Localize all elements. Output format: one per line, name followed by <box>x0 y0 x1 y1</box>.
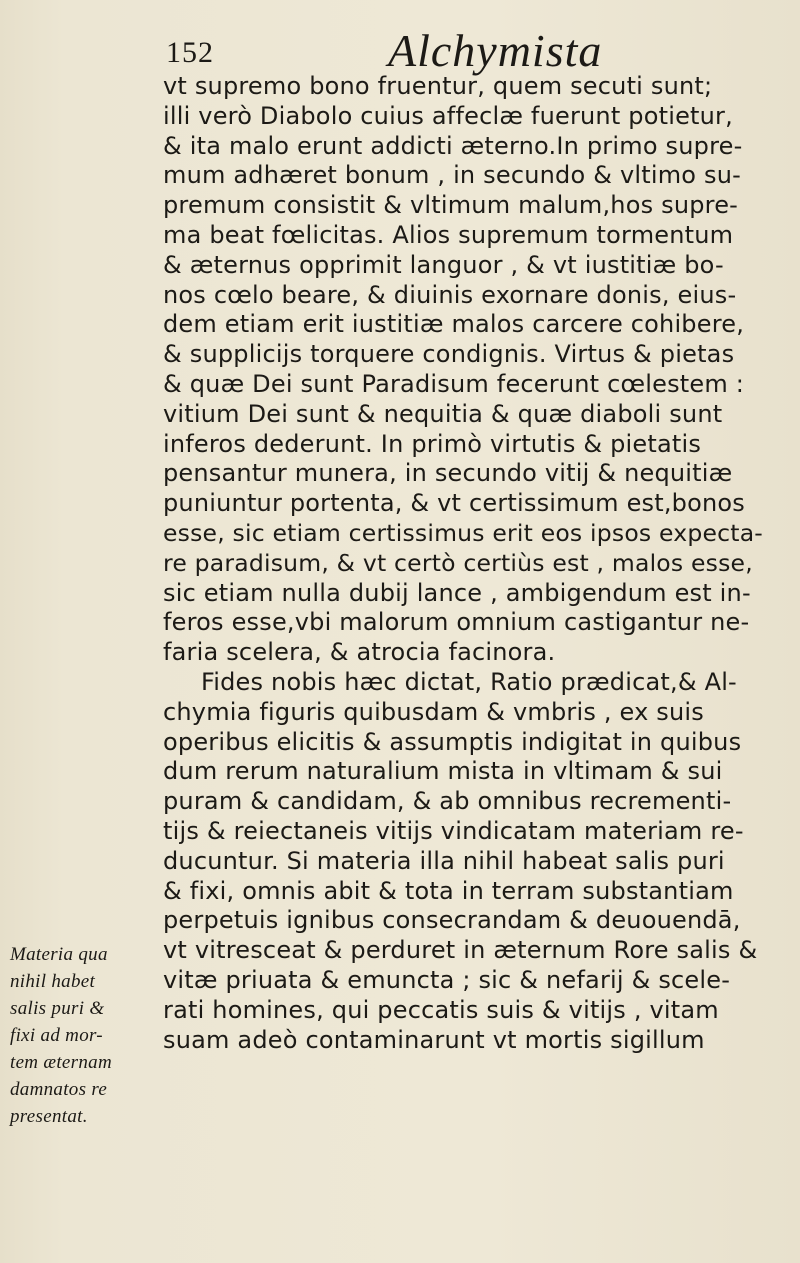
text-line: vt supremo bono fruentur, quem secuti sunt; <box>163 72 713 100</box>
text-line: vitium Dei sunt & nequitia & quæ diaboli sunt <box>163 399 723 428</box>
text-line: & æternus opprimit languor , & vt iustitiæ bo- <box>163 250 724 279</box>
text-line: illi verò Diabolo cuius affeclæ fuerunt potietur, <box>163 101 733 130</box>
text-line: pensantur munera, in secundo vitij & nequitiæ <box>163 459 733 488</box>
text-line: chymia figuris quibusdam & vmbris , ex suis <box>163 697 704 726</box>
text-line: & quæ Dei sunt Paradisum fecerunt cœlestem : <box>163 369 745 398</box>
text-line: mum adhæret bonum , in secundo & vltimo su- <box>163 161 741 190</box>
text-line: & fixi, omnis abit & tota in terram substantiam <box>163 876 734 905</box>
text-line: faria scelera, & atrocia facinora. <box>163 638 556 667</box>
margin-note-line: Materia qua <box>10 944 108 965</box>
text-line: feros esse,vbi malorum omnium castigantur ne- <box>163 608 750 637</box>
text-line: nos cœlo beare, & diuinis exornare donis, eius- <box>163 280 737 309</box>
margin-note-line: nihil habet <box>10 971 96 992</box>
body-text <box>163 72 763 1055</box>
text-line: ma beat fœlicitas. Alios supremum tormentum <box>163 220 734 249</box>
page-number: 152 <box>166 36 214 69</box>
text-line: sic etiam nulla dubij lance , ambigendum est in- <box>163 578 751 607</box>
text-line: dem etiam erit iustitiæ malos carcere cohibere, <box>163 310 745 339</box>
text-line: tijs & reiectaneis vitijs vindicatam materiam re- <box>163 816 744 845</box>
text-line: dum rerum naturalium mista in vltimam & sui <box>163 757 723 786</box>
margin-note-line: salis puri & <box>10 998 105 1019</box>
page-header <box>160 14 760 74</box>
text-line: puram & candidam, & ab omnibus recrementi- <box>163 787 732 816</box>
text-line: vt vitresceat & perduret in æternum Rore salis & <box>163 936 758 965</box>
margin-note-line: damnatos re <box>10 1079 108 1100</box>
text-line: rati homines, qui peccatis suis & vitijs , vitam <box>163 995 719 1024</box>
text-line: perpetuis ignibus consecrandam & deuouendā, <box>163 906 741 935</box>
text-line: re paradisum, & vt certò certiùs est , malos esse, <box>163 548 753 577</box>
text-line: puniuntur portenta, & vt certissimum est,bonos <box>163 489 746 518</box>
text-line: operibus elicitis & assumptis indigitat in quibus <box>163 727 742 756</box>
margin-note-line: tem æternam <box>10 1052 112 1073</box>
text-line: ducuntur. Si materia illa nihil habeat salis puri <box>163 846 725 875</box>
running-head: Alchymista <box>388 25 603 76</box>
text-line: inferos dederunt. In primò virtutis & pietatis <box>163 429 702 458</box>
text-line: esse, sic etiam certissimus erit eos ipsos expecta- <box>163 518 763 547</box>
margin-note <box>10 941 158 1130</box>
text-line: suam adeò contaminarunt vt mortis sigillum <box>163 1025 705 1054</box>
text-line: premum consistit & vltimum malum,hos supre- <box>163 191 739 220</box>
margin-note-line: presentat. <box>10 1106 88 1127</box>
text-line: vitæ priuata & emuncta ; sic & nefarij & scele- <box>163 965 731 994</box>
paragraph-start-line: Fides nobis hæc dictat, Ratio prædicat,& Al- <box>201 667 737 696</box>
text-line: & ita malo erunt addicti æterno.In primo supre- <box>163 131 743 160</box>
text-line: & supplicijs torquere condignis. Virtus & pietas <box>163 340 735 369</box>
margin-note-line: fixi ad mor- <box>10 1025 103 1046</box>
